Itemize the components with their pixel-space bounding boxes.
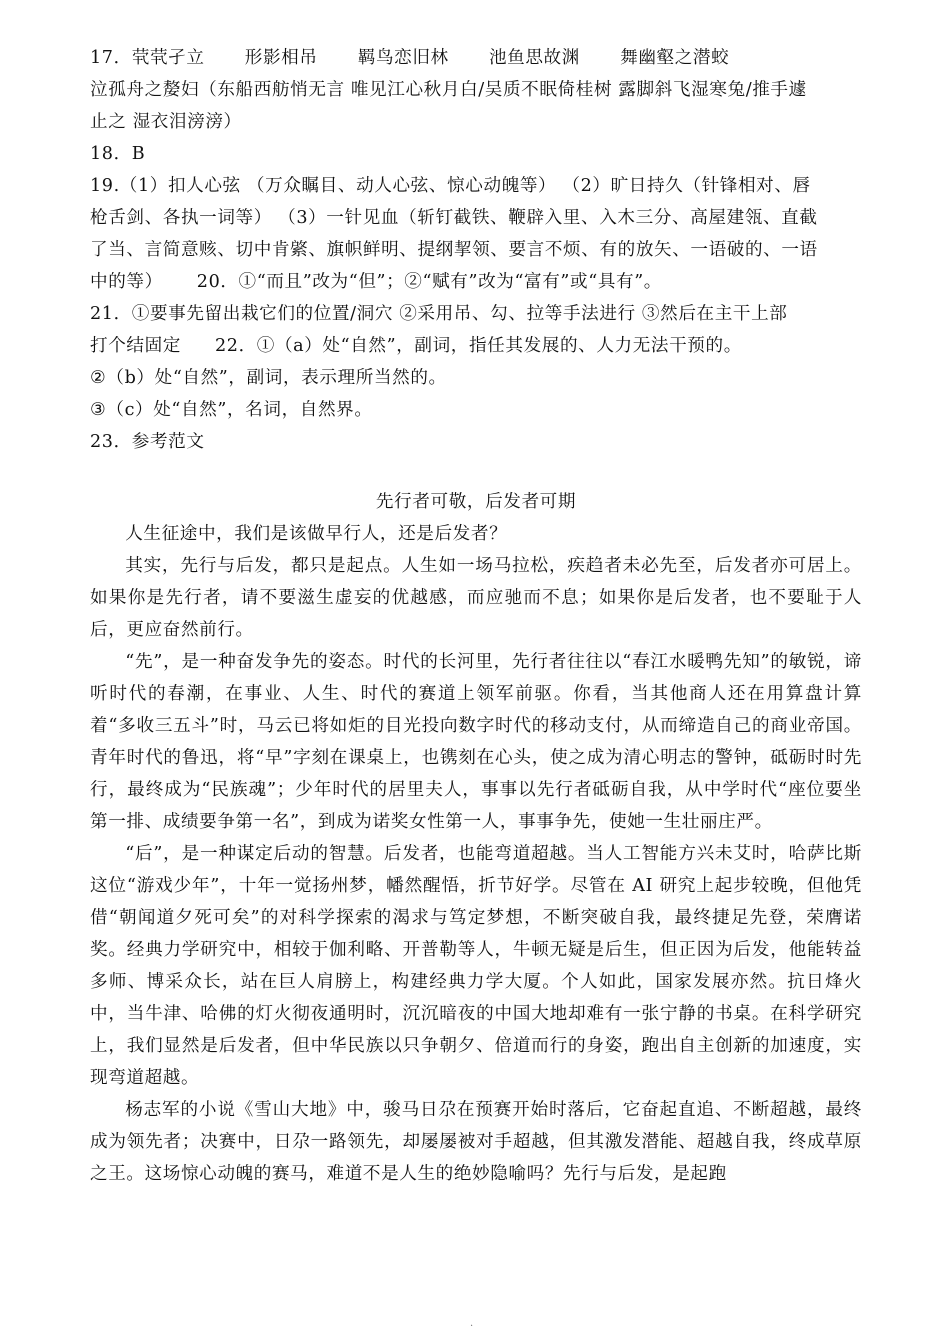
answer-17-item-3: 羁鸟恋旧林 bbox=[357, 48, 449, 68]
answer-17-line-1 bbox=[90, 42, 862, 74]
answer-21-22-line bbox=[90, 330, 862, 362]
answer-18: 18．B bbox=[90, 144, 146, 164]
essay-paragraph-1: 人生征途中，我们是该做早行人，还是后发者？ bbox=[125, 524, 508, 544]
answer-22-c: ③（c）处“自然”，名词，自然界。 bbox=[90, 400, 373, 420]
answer-22-b: ②（b）处“自然”，副词，表示理所当然的。 bbox=[90, 368, 447, 388]
answer-17-item-4: 池鱼思故渊 bbox=[488, 48, 580, 68]
answer-17-item-1: 17．茕茕孑立 bbox=[90, 48, 205, 68]
answer-19-line-1: 19.（1）扣人心弦 （万众瞩目、动人心弦、惊心动魄等） （2）旷日持久（针锋相对、唇 bbox=[90, 176, 811, 196]
answer-23: 23．参考范文 bbox=[90, 432, 205, 452]
answer-document bbox=[90, 42, 862, 1190]
answer-21-line-2: 打个结固定 bbox=[90, 336, 181, 356]
answer-19-line-2: 枪舌剑、各执一词等） （3）一针见血（斩钉截铁、鞭辟入里、入木三分、高屋建瓴、直截 bbox=[90, 208, 818, 228]
page-footer-mark: . bbox=[470, 1318, 474, 1329]
answer-19-line-4: 中的等） bbox=[90, 272, 163, 292]
essay-paragraph-4: “后”，是一种谋定后动的智慧。后发者，也能弯道超越。当人工智能方兴未艾时，哈萨比斯这位“游戏少年”，十年一觉扬州梦，幡然醒悟，折节好学。尽管在 AI 研究上起步较晚，但他凭借“朝闻道夕死可矣”的对科学探索的渴求与笃定梦想，不断突破自我，最终捷足先登，荣膺诺奖。经典力学研究中，相较于伽利略、开普勒等人，牛顿无疑是后生，但正因为后发，他能转益多师、博采众长，站在巨人肩膀上，构建经典力学大厦。个人如此，国家发展亦然。抗日烽火中，当牛津、哈佛的灯火彻夜通明时，沉沉暗夜的中国大地却难有一张宁静的书桌。在科学研究上，我们显然是后发者，但中华民族以只争朝夕、倍道而行的身姿，跑出自主创新的加速度，实现弯道超越。 bbox=[90, 844, 862, 1088]
answer-17-line-3: 止之 湿衣泪滂滂） bbox=[90, 112, 242, 132]
essay-paragraph-5: 杨志军的小说《雪山大地》中，骏马日尕在预赛开始时落后，它奋起直追、不断超越，最终成为领先者；决赛中，日尕一路领先，却屡屡被对手超越，但其激发潜能、超越自我，终成草原之王。这场惊心动魄的赛马，难道不是人生的绝妙隐喻吗？先行与后发，是起跑 bbox=[90, 1100, 862, 1184]
answer-17-line-2: 泣孤舟之嫠妇（东船西舫悄无言 唯见江心秋月白/吴质不眠倚桂树 露脚斜飞湿寒兔/推手遽 bbox=[90, 80, 807, 100]
answer-17-item-2: 形影相吊 bbox=[244, 48, 318, 68]
essay-paragraph-3: “先”，是一种奋发争先的姿态。时代的长河里，先行者往往以“春江水暖鸭先知”的敏锐，谛听时代的春潮，在事业、人生、时代的赛道上领军前驱。你看，当其他商人还在用算盘计算着“多收三五斗”时，马云已将如炬的目光投向数字时代的移动支付，从而缔造自己的商业帝国。青年时代的鲁迅，将“早”字刻在课桌上，也镌刻在心头，使之成为清心明志的警钟，砥砺时时先行，最终成为“民族魂”；少年时代的居里夫人，事事以先行者砥砺自我，从中学时代“座位要坐第一排、成绩要争第一名”，到成为诺奖女性第一人，事事争先，使她一生壮丽庄严。 bbox=[90, 652, 862, 832]
answer-22-a: 22．①（a）处“自然”，副词，指任其发展的、人力无法干预的。 bbox=[214, 336, 742, 356]
answer-20: 20．①“而且”改为“但”；②“赋有”改为“富有”或“具有”。 bbox=[196, 272, 662, 292]
answer-21-line-1: 21．①要事先留出栽它们的位置/洞穴 ②采用吊、勾、拉等手法进行 ③然后在主干上部 bbox=[90, 304, 788, 324]
essay-title: 先行者可敬，后发者可期 bbox=[375, 492, 577, 512]
answer-17-item-5: 舞幽壑之潜蛟 bbox=[620, 48, 730, 68]
essay-paragraph-2: 其实，先行与后发，都只是起点。人生如一场马拉松，疾趋者未必先至，后发者亦可居上。如果你是先行者，请不要滋生虚妄的优越感，而应驰而不息；如果你是后发者，也不要耻于人后，更应奋然前行。 bbox=[90, 556, 862, 640]
answer-19-20-line bbox=[90, 266, 862, 298]
answer-19-line-3: 了当、言简意赅、切中肯綮、旗帜鲜明、提纲挈领、要言不烦、有的放矢、一语破的、一语 bbox=[90, 240, 818, 260]
